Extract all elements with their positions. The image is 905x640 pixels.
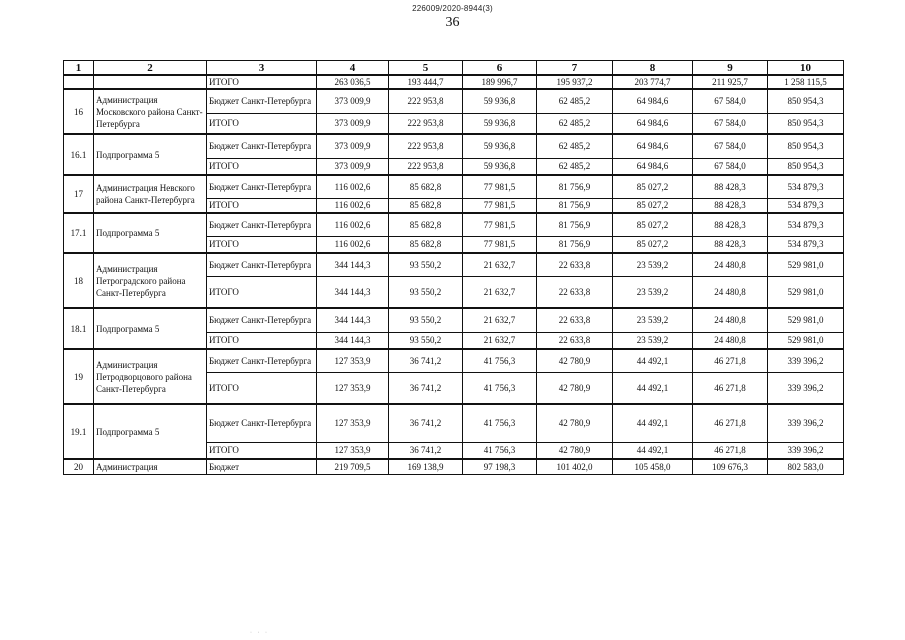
value-cell-col6: 97 198,3 (463, 459, 537, 474)
value-cell-col6: 77 981,5 (463, 236, 537, 253)
value-cell-col4: 344 144,3 (317, 253, 389, 276)
value-cell-col10: 529 981,0 (768, 332, 844, 349)
value-cell-col7: 62 485,2 (537, 89, 613, 113)
value-cell-col4: 373 009,9 (317, 134, 389, 158)
value-cell-col8: 23 539,2 (613, 276, 693, 308)
value-cell-col7: 81 756,9 (537, 213, 613, 236)
document-id: 226009/2020-8944(3) (412, 4, 493, 13)
row-index: 20 (64, 459, 94, 474)
value-cell-col5: 222 953,8 (389, 89, 463, 113)
table-row (64, 213, 844, 236)
row-index: 17.1 (64, 213, 94, 253)
row-name: Администрация Невского района Санкт-Петербурга (94, 175, 207, 213)
row-name (94, 75, 207, 89)
value-cell-col6: 21 632,7 (463, 276, 537, 308)
table-row (64, 349, 844, 372)
table-row (64, 75, 844, 89)
value-cell-col10: 534 879,3 (768, 198, 844, 213)
table-row (64, 253, 844, 276)
value-cell-col7: 101 402,0 (537, 459, 613, 474)
col-header-4: 4 (317, 61, 389, 76)
value-cell-col9: 46 271,8 (693, 372, 768, 404)
row-name: Подпрограмма 5 (94, 404, 207, 459)
budget-table (63, 60, 844, 475)
value-cell-col7: 81 756,9 (537, 175, 613, 198)
value-cell-col4: 263 036,5 (317, 75, 389, 89)
value-cell-col8: 105 458,0 (613, 459, 693, 474)
row-name: Администрация (94, 459, 207, 474)
value-cell-col8: 44 492,1 (613, 442, 693, 459)
table-row (64, 404, 844, 442)
value-cell-col9: 46 271,8 (693, 442, 768, 459)
value-cell-col10: 534 879,3 (768, 175, 844, 198)
value-cell-col5: 93 550,2 (389, 253, 463, 276)
value-cell-col7: 42 780,9 (537, 372, 613, 404)
value-cell-col8: 85 027,2 (613, 198, 693, 213)
funding-source: ИТОГО (207, 158, 317, 175)
row-name: Администрация Петродворцового района Санкт-Петербурга (94, 349, 207, 404)
value-cell-col9: 24 480,8 (693, 308, 768, 332)
value-cell-col5: 36 741,2 (389, 372, 463, 404)
value-cell-col7: 81 756,9 (537, 198, 613, 213)
funding-source: Бюджет (207, 459, 317, 474)
value-cell-col6: 189 996,7 (463, 75, 537, 89)
value-cell-col5: 222 953,8 (389, 158, 463, 175)
col-header-1: 1 (64, 61, 94, 76)
value-cell-col5: 36 741,2 (389, 442, 463, 459)
value-cell-col10: 850 954,3 (768, 113, 844, 134)
value-cell-col8: 85 027,2 (613, 213, 693, 236)
value-cell-col6: 41 756,3 (463, 349, 537, 372)
row-name: Администрация Петроградского района Санкт-Петербурга (94, 253, 207, 308)
value-cell-col4: 219 709,5 (317, 459, 389, 474)
value-cell-col5: 85 682,8 (389, 236, 463, 253)
col-header-8: 8 (613, 61, 693, 76)
value-cell-col8: 44 492,1 (613, 372, 693, 404)
value-cell-col7: 62 485,2 (537, 134, 613, 158)
value-cell-col8: 23 539,2 (613, 308, 693, 332)
value-cell-col10: 339 396,2 (768, 404, 844, 442)
value-cell-col4: 116 002,6 (317, 175, 389, 198)
value-cell-col9: 67 584,0 (693, 113, 768, 134)
funding-source: Бюджет Санкт-Петербурга (207, 213, 317, 236)
table-row (64, 175, 844, 198)
col-header-3: 3 (207, 61, 317, 76)
value-cell-col7: 42 780,9 (537, 442, 613, 459)
header-row (64, 61, 844, 76)
funding-source: Бюджет Санкт-Петербурга (207, 253, 317, 276)
funding-source: Бюджет Санкт-Петербурга (207, 404, 317, 442)
row-name: Администрация Московского района Санкт-Петербурга (94, 89, 207, 134)
value-cell-col4: 127 353,9 (317, 349, 389, 372)
value-cell-col9: 88 428,3 (693, 198, 768, 213)
value-cell-col6: 41 756,3 (463, 442, 537, 459)
funding-source: Бюджет Санкт-Петербурга (207, 308, 317, 332)
funding-source: ИТОГО (207, 236, 317, 253)
value-cell-col5: 85 682,8 (389, 175, 463, 198)
table-row (64, 89, 844, 113)
row-index (64, 75, 94, 89)
value-cell-col8: 64 984,6 (613, 89, 693, 113)
value-cell-col8: 23 539,2 (613, 253, 693, 276)
value-cell-col4: 373 009,9 (317, 113, 389, 134)
scan-artifact: · · · (250, 630, 269, 636)
row-index: 19 (64, 349, 94, 404)
value-cell-col10: 339 396,2 (768, 442, 844, 459)
value-cell-col9: 88 428,3 (693, 213, 768, 236)
value-cell-col7: 81 756,9 (537, 236, 613, 253)
value-cell-col9: 46 271,8 (693, 404, 768, 442)
value-cell-col10: 850 954,3 (768, 89, 844, 113)
value-cell-col10: 850 954,3 (768, 158, 844, 175)
value-cell-col5: 222 953,8 (389, 134, 463, 158)
value-cell-col6: 59 936,8 (463, 158, 537, 175)
value-cell-col5: 93 550,2 (389, 276, 463, 308)
value-cell-col9: 46 271,8 (693, 349, 768, 372)
value-cell-col10: 850 954,3 (768, 134, 844, 158)
value-cell-col5: 222 953,8 (389, 113, 463, 134)
col-header-2: 2 (94, 61, 207, 76)
value-cell-col4: 373 009,9 (317, 89, 389, 113)
value-cell-col10: 529 981,0 (768, 276, 844, 308)
table-body (64, 75, 844, 474)
col-header-7: 7 (537, 61, 613, 76)
value-cell-col8: 85 027,2 (613, 175, 693, 198)
value-cell-col6: 21 632,7 (463, 332, 537, 349)
col-header-10: 10 (768, 61, 844, 76)
value-cell-col8: 203 774,7 (613, 75, 693, 89)
value-cell-col6: 21 632,7 (463, 308, 537, 332)
value-cell-col8: 64 984,6 (613, 134, 693, 158)
value-cell-col7: 195 937,2 (537, 75, 613, 89)
funding-source: ИТОГО (207, 75, 317, 89)
value-cell-col7: 22 633,8 (537, 332, 613, 349)
value-cell-col8: 44 492,1 (613, 404, 693, 442)
value-cell-col10: 529 981,0 (768, 308, 844, 332)
col-header-9: 9 (693, 61, 768, 76)
funding-source: Бюджет Санкт-Петербурга (207, 349, 317, 372)
value-cell-col6: 59 936,8 (463, 89, 537, 113)
value-cell-col6: 77 981,5 (463, 175, 537, 198)
value-cell-col8: 64 984,6 (613, 113, 693, 134)
value-cell-col7: 62 485,2 (537, 113, 613, 134)
value-cell-col6: 41 756,3 (463, 404, 537, 442)
table-row (64, 308, 844, 332)
value-cell-col10: 534 879,3 (768, 213, 844, 236)
row-name: Подпрограмма 5 (94, 213, 207, 253)
value-cell-col6: 41 756,3 (463, 372, 537, 404)
table-row (64, 459, 844, 474)
value-cell-col5: 85 682,8 (389, 198, 463, 213)
funding-source: ИТОГО (207, 442, 317, 459)
col-header-5: 5 (389, 61, 463, 76)
value-cell-col7: 62 485,2 (537, 158, 613, 175)
value-cell-col8: 85 027,2 (613, 236, 693, 253)
value-cell-col4: 127 353,9 (317, 404, 389, 442)
value-cell-col9: 67 584,0 (693, 89, 768, 113)
value-cell-col4: 344 144,3 (317, 308, 389, 332)
row-index: 19.1 (64, 404, 94, 459)
value-cell-col6: 21 632,7 (463, 253, 537, 276)
value-cell-col5: 36 741,2 (389, 404, 463, 442)
row-index: 18 (64, 253, 94, 308)
value-cell-col6: 77 981,5 (463, 213, 537, 236)
value-cell-col4: 127 353,9 (317, 442, 389, 459)
value-cell-col4: 344 144,3 (317, 332, 389, 349)
value-cell-col7: 22 633,8 (537, 308, 613, 332)
value-cell-col6: 59 936,8 (463, 113, 537, 134)
funding-source: ИТОГО (207, 113, 317, 134)
value-cell-col10: 529 981,0 (768, 253, 844, 276)
value-cell-col4: 373 009,9 (317, 158, 389, 175)
value-cell-col7: 22 633,8 (537, 276, 613, 308)
value-cell-col4: 116 002,6 (317, 213, 389, 236)
funding-source: Бюджет Санкт-Петербурга (207, 175, 317, 198)
funding-source: ИТОГО (207, 198, 317, 213)
value-cell-col5: 85 682,8 (389, 213, 463, 236)
value-cell-col4: 127 353,9 (317, 372, 389, 404)
table-row (64, 134, 844, 158)
value-cell-col4: 116 002,6 (317, 236, 389, 253)
value-cell-col9: 24 480,8 (693, 253, 768, 276)
value-cell-col10: 339 396,2 (768, 349, 844, 372)
value-cell-col5: 93 550,2 (389, 308, 463, 332)
value-cell-col8: 23 539,2 (613, 332, 693, 349)
value-cell-col7: 42 780,9 (537, 349, 613, 372)
funding-source: ИТОГО (207, 276, 317, 308)
value-cell-col4: 116 002,6 (317, 198, 389, 213)
value-cell-col9: 88 428,3 (693, 175, 768, 198)
value-cell-col9: 211 925,7 (693, 75, 768, 89)
funding-source: Бюджет Санкт-Петербурга (207, 89, 317, 113)
value-cell-col10: 1 258 115,5 (768, 75, 844, 89)
value-cell-col6: 59 936,8 (463, 134, 537, 158)
col-header-6: 6 (463, 61, 537, 76)
value-cell-col8: 44 492,1 (613, 349, 693, 372)
funding-source: ИТОГО (207, 332, 317, 349)
row-index: 18.1 (64, 308, 94, 349)
value-cell-col9: 109 676,3 (693, 459, 768, 474)
value-cell-col5: 193 444,7 (389, 75, 463, 89)
value-cell-col9: 67 584,0 (693, 134, 768, 158)
row-index: 16 (64, 89, 94, 134)
funding-source: Бюджет Санкт-Петербурга (207, 134, 317, 158)
row-index: 16.1 (64, 134, 94, 175)
row-name: Подпрограмма 5 (94, 308, 207, 349)
value-cell-col5: 169 138,9 (389, 459, 463, 474)
value-cell-col7: 22 633,8 (537, 253, 613, 276)
funding-source: ИТОГО (207, 372, 317, 404)
value-cell-col8: 64 984,6 (613, 158, 693, 175)
row-index: 17 (64, 175, 94, 213)
value-cell-col9: 24 480,8 (693, 332, 768, 349)
value-cell-col7: 42 780,9 (537, 404, 613, 442)
value-cell-col9: 88 428,3 (693, 236, 768, 253)
value-cell-col5: 36 741,2 (389, 349, 463, 372)
value-cell-col4: 344 144,3 (317, 276, 389, 308)
page-number: 36 (445, 15, 460, 30)
value-cell-col10: 339 396,2 (768, 372, 844, 404)
value-cell-col9: 67 584,0 (693, 158, 768, 175)
value-cell-col9: 24 480,8 (693, 276, 768, 308)
value-cell-col10: 802 583,0 (768, 459, 844, 474)
value-cell-col5: 93 550,2 (389, 332, 463, 349)
value-cell-col10: 534 879,3 (768, 236, 844, 253)
value-cell-col6: 77 981,5 (463, 198, 537, 213)
row-name: Подпрограмма 5 (94, 134, 207, 175)
